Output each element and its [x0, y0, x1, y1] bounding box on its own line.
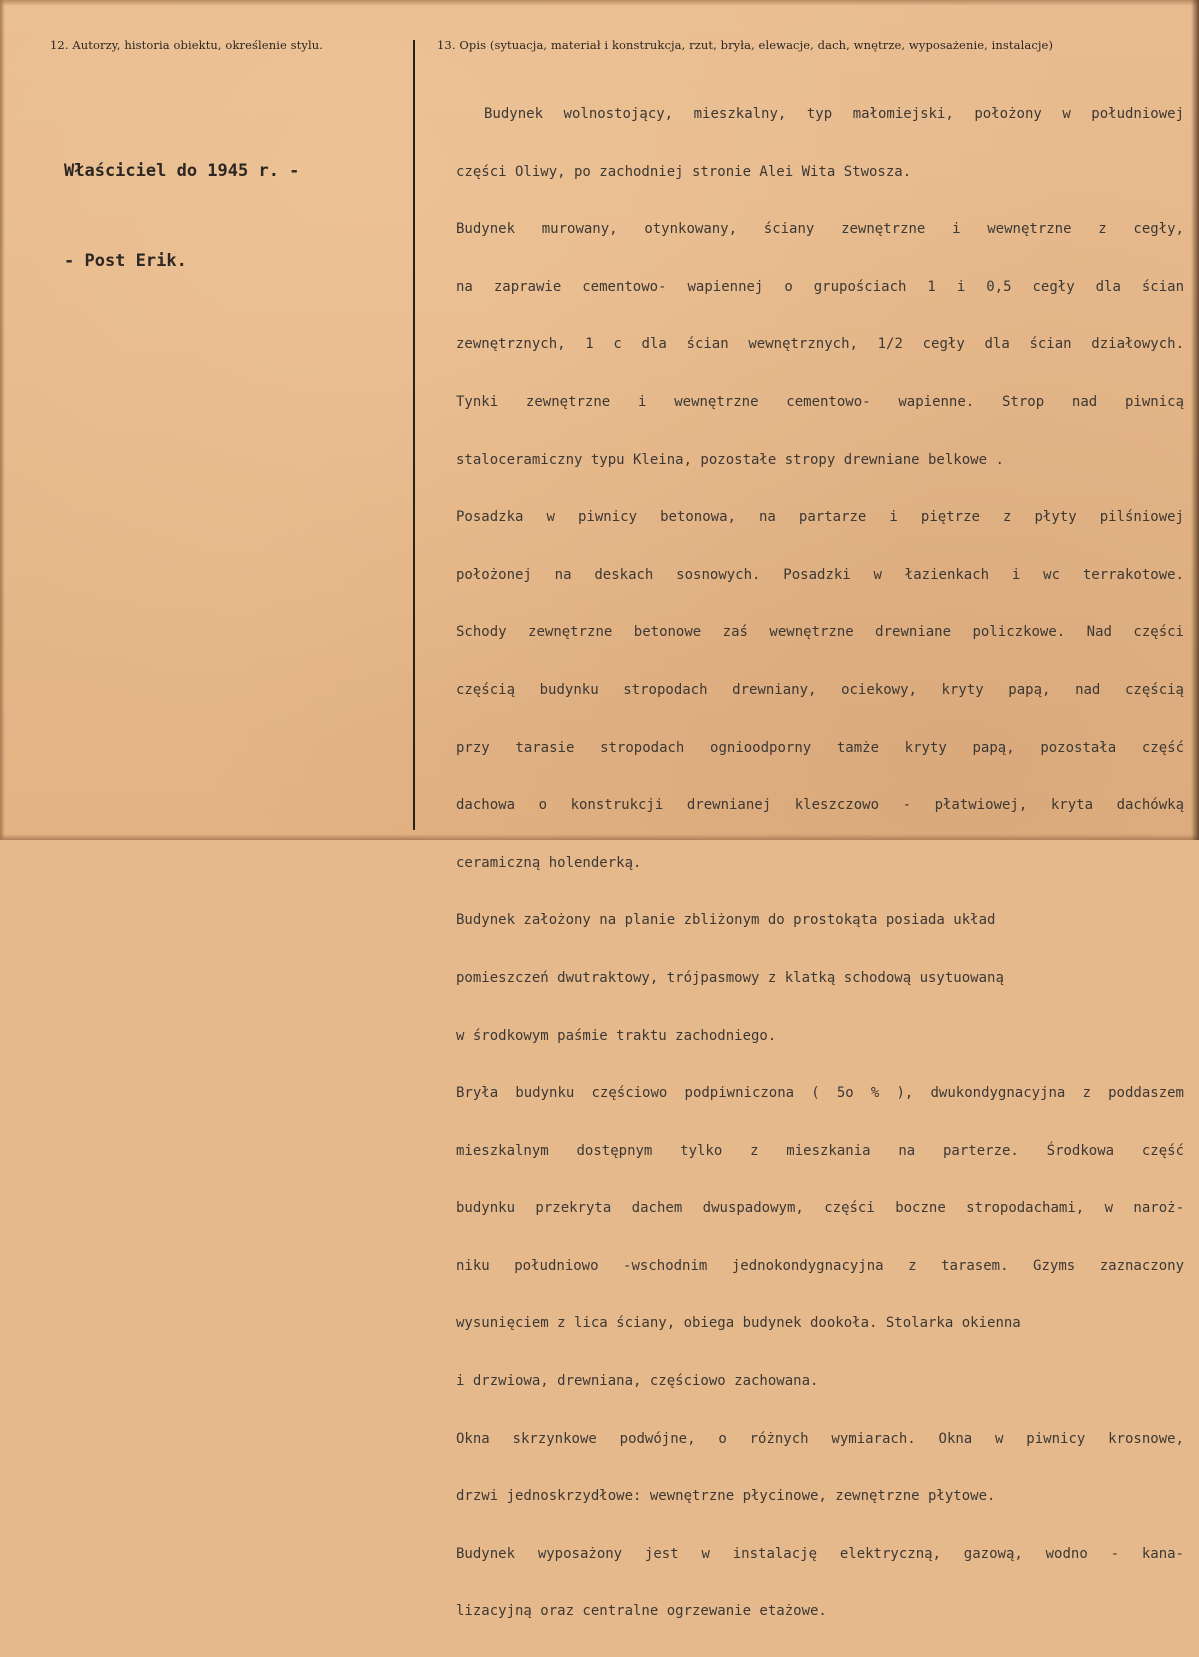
description-line: położonej na deskach sosnowych. Posadzki w łazienkach i wc terrakotowe. — [456, 566, 1184, 583]
description-line: dachowa o konstrukcji drewnianej kleszczowo - płatwiowej, kryta dachówką — [456, 797, 1184, 814]
description-line: Posadzka w piwnicy betonowa, na partarze i piętrze z płyty pilśniowej — [456, 509, 1184, 526]
description-line: i drzwiowa, drewniana, częściowo zachowana. — [456, 1373, 819, 1390]
description-line: Budynek murowany, otynkowany, ściany zewnętrzne i wewnętrzne z cegły, — [456, 221, 1184, 238]
section-13-header: 13. Opis (sytuacja, materiał i konstrukcja, rzut, bryła, elewacje, dach, wnętrze, wyposażenie, instalacje) — [437, 38, 1054, 52]
column-divider — [413, 40, 415, 830]
paper-edge-right — [1191, 0, 1199, 840]
owner-note — [64, 96, 299, 336]
description-line: części Oliwy, po zachodniej stronie Alei Wita Stwosza. — [456, 163, 912, 180]
description-line: wysunięciem z lica ściany, obiega budynek dookoła. Stolarka okienna — [456, 1315, 1021, 1332]
description-line: Okna skrzynkowe podwójne, o różnych wymiarach. Okna w piwnicy krosnowe, — [456, 1430, 1184, 1447]
description-line: drzwi jednoskrzydłowe: wewnętrzne płycinowe, zewnętrzne płytowe. — [456, 1488, 996, 1505]
paper-edge-top — [0, 0, 1199, 6]
description-line: Bryła budynku częściowo podpiwniczona ( 5o % ), dwukondygnacyjna z poddaszem — [456, 1085, 1184, 1102]
section-12-header: 12. Autorzy, historia obiektu, określenie stylu. — [50, 38, 324, 52]
description-line: Budynek założony na planie zbliżonym do prostokąta posiada układ — [456, 912, 996, 929]
paper-edge-left — [0, 0, 5, 840]
description-line: w środkowym paśmie traktu zachodniego. — [456, 1027, 777, 1044]
description-line: na zaprawie cementowo- wapiennej o grupościach 1 i 0,5 cegły dla ścian — [456, 278, 1184, 295]
description-line: częścią budynku stropodach drewniany, ociekowy, kryty papą, nad częścią — [456, 681, 1184, 698]
description-line: niku południowo -wschodnim jednokondygnacyjna z tarasem. Gzyms zaznaczony — [456, 1257, 1184, 1274]
description-line: pomieszczeń dwutraktowy, trójpasmowy z klatką schodową usytuowaną — [456, 969, 1004, 986]
description-line: przy tarasie stropodach ognioodporny tamże kryty papą, pozostała część — [456, 739, 1184, 756]
description-line: ceramiczną holenderką. — [456, 854, 642, 871]
description-line: zewnętrznych, 1 c dla ścian wewnętrznych, 1/2 cegły dla ścian działowych. — [456, 336, 1184, 353]
description-line: Schody zewnętrzne betonowe zaś wewnętrzne drewniane policzkowe. Nad części — [456, 624, 1184, 641]
owner-note-line: - Post Erik. — [64, 251, 187, 271]
description-text — [456, 70, 1184, 1657]
description-line: mieszkalnym dostępnym tylko z mieszkania na parterze. Środkowa część — [456, 1142, 1184, 1159]
owner-note-line: Właściciel do 1945 r. - — [64, 161, 300, 181]
description-line: lizacyjną oraz centralne ogrzewanie etażowe. — [456, 1603, 827, 1620]
description-line: staloceramiczny typu Kleina, pozostałe stropy drewniane belkowe . — [456, 451, 1004, 468]
description-line: budynku przekryta dachem dwuspadowym, części boczne stropodachami, w naroż- — [456, 1200, 1184, 1217]
description-line: Budynek wolnostojący, mieszkalny, typ małomiejski, położony w południowej — [484, 106, 1184, 122]
description-line: Budynek wyposażony jest w instalację elektryczną, gazową, wodno - kana- — [456, 1545, 1184, 1562]
description-line: Tynki zewnętrzne i wewnętrzne cementowo- wapienne. Strop nad piwnicą — [456, 393, 1184, 410]
